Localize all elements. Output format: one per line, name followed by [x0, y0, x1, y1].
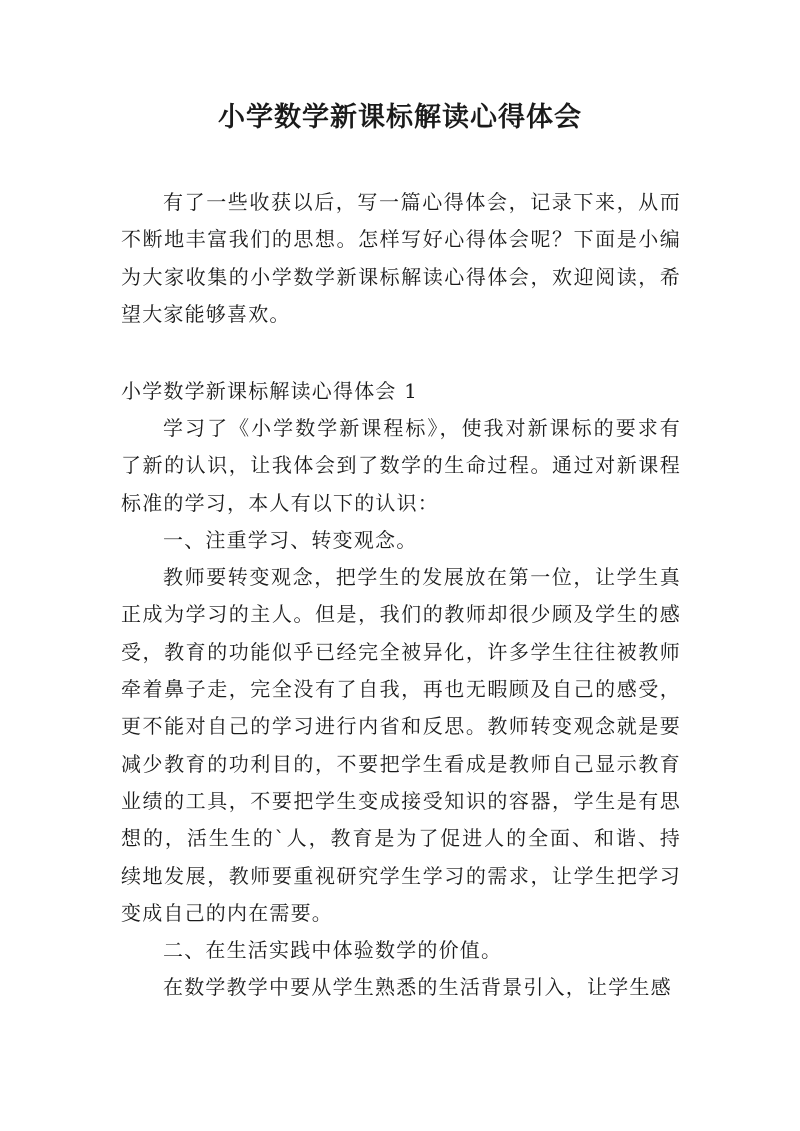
intro-paragraph: 有了一些收获以后，写一篇心得体会，记录下来，从而不断地丰富我们的思想。怎样写好心得体会呢？下面是小编为大家收集的小学数学新课标解读心得体会，欢迎阅读，希望大家能够喜欢。 [121, 190, 681, 326]
subheading-1: 一、注重学习、转变观念。 [163, 527, 418, 552]
section-body [121, 410, 681, 1007]
page-title: 小学数学新课标解读心得体会 [218, 102, 582, 133]
paragraph-2: 教师要转变观念，把学生的发展放在第一位，让学生真正成为学习的主人。但是，我们的教师却很少顾及学生的感受，教育的功能似乎已经完全被异化，许多学生往往被教师牵着鼻子走，完全没有了自我，再也无暇顾及自己的感受，更不能对自己的学习进行内省和反思。教师转变观念就是要减少教育的功利目的，不要把学生看成是教师自己显示教育业绩的工具，不要把学生变成接受知识的容器，学生是有思想的，活生生的`人，教育是为了促进人的全面、和谐、持续地发展，教师要重视研究学生学习的需求，让学生把学习变成自己的内在需要。 [121, 565, 681, 925]
paragraph-3: 在数学教学中要从学生熟悉的生活背景引入，让学生感 [163, 975, 672, 1000]
paragraph-1: 学习了《小学数学新课程标》，使我对新课标的要求有了新的认识，让我体会到了数学的生命过程。通过对新课程标准的学习，本人有以下的认识： [121, 416, 681, 515]
section-heading: 小学数学新课标解读心得体会 1 [121, 379, 419, 403]
subheading-2: 二、在生活实践中体验数学的价值。 [163, 938, 503, 963]
